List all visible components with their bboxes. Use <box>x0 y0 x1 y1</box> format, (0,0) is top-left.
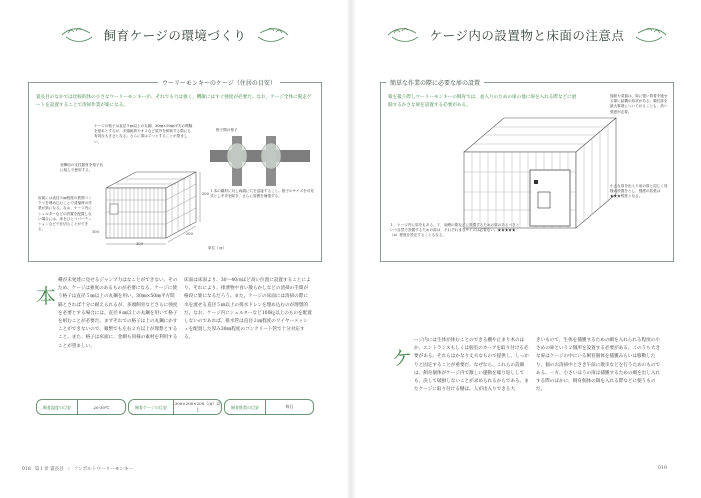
chevron-right-icon: › <box>67 466 70 472</box>
note-bar-label: 格子間の格子 <box>216 128 238 132</box>
cage-size-tag <box>128 399 222 415</box>
cage-box-title: ウーリーモンキーのケージ（住居の目安） <box>158 78 280 87</box>
left-page-header <box>20 18 330 52</box>
note-hook: 掃除や清掃は、扉に強い着着を施せる際に結構の形状がある。順位扉を最大事項についてがることも、高い強度が必要。 <box>610 94 668 114</box>
dim-depth: 200 <box>186 232 193 236</box>
dim-width: 300 <box>136 242 143 246</box>
temp-tag-label: 飼育温度の目安 <box>37 400 78 414</box>
note-floor: 床面には直径５㎜程度の鉄筋コンクリを埋め込むことで清掃時の作業が楽になる。なお、ケージ内にシェルターなどの設置を配置しない場合には、床をひとつパーティションなどで仕切ることができる。 <box>38 196 92 232</box>
cage-size-tag-value: 300×200×200（㎝）以上 <box>174 401 221 412</box>
right-page-number: 019 <box>658 466 667 471</box>
left-dropcap: 本 <box>36 284 56 308</box>
note-bar-desc: １本の鋼材に対し両端に穴を溶接すること。格子のサイズを可変式とし中央を除き、さらに周囲を補強する。 <box>210 189 314 199</box>
feeding-tag <box>224 399 314 415</box>
dim-floor-height: 100 <box>92 230 99 234</box>
door-box-caption: １．ケージ内に扉をもある。２．治療の際などに設置するための扉のあるべきという自然で設置するための扉は、それぞれまなサイズは必要ない。★★★★★（a）程度を設定することもなる。 <box>390 223 520 238</box>
feeding-tag-value: 毎日 <box>285 404 294 409</box>
left-body-col1: 種が未発達に見せるジャンプ力はなことができない。そのため、ケージは強度のあるものが必要になる。ケージに使う格子は直径５㎜以上の丸鋼を用い、30㎜×50㎜平方間隔とされば十分に耐えられるが、多頭飼育などさらに強度を必要とする場合には、直径８㎜以上の丸鋼を用いて格子を組むことが必要だ。まずそれでの格子は上の丸鋼にかすことができないので、頻繁でも左右２方以上が理想とすること。また、格子は床面に、金網も同様の素材を利用することが望ましい。 <box>58 278 178 349</box>
note-tree: 登攀用の支柱類材を格子状に組んで使用する。 <box>60 163 104 173</box>
dim-height: 200 <box>202 192 209 196</box>
right-body-col2: きいもので、生体を捕獲するための網を入れられる程度の小さめの扉という２個所を設置する必要がある。このうち大きな扉はケージの中にいる飼育個体を捕獲みらいは移動したり、個のお清掃中とさき午前に散歩などを行うためのものである。一方、小さいほうの扉は捕獲するための網を出し入れする際のほかに、飼育個体の餌を入れる際などに使うものだ。 <box>536 338 661 393</box>
unit-label: 単位（㎝） <box>208 246 226 250</box>
cage-box-intro: 霊長目のなかでは比較的体の小さなウーリーモンキーが、それでも力は強く、機敏にはすぐ強度が必要だ。なお、ケージ全体に脱走ゲートを設置することで清掃作業が楽になる。 <box>36 95 312 108</box>
left-page-number: 018 <box>22 466 31 472</box>
chapter-label: 第１章 霊長目 <box>34 467 64 472</box>
bar-detail-illustration <box>210 136 310 186</box>
cage-door-illustration <box>448 112 624 232</box>
door-box-intro: 猿を扱う際しウーリーモンキーの飼育では、並入りのための扉の他に扉を入れる際などに展開するかさな扉を設置する必要がある。 <box>388 95 577 108</box>
leaf-ornament-icon <box>254 25 290 45</box>
leaf-ornament-icon <box>386 25 422 45</box>
temp-tag <box>36 399 126 415</box>
note-door: 小さな扉を出入り前の扉と同じく同様の設置をとし、強度の拡張は★★★程度となる。 <box>610 184 668 199</box>
right-page-title: ケージ内の設置物と床面の注意点 <box>429 28 625 43</box>
door-box-title: 簡単な作業の際に必要な扉の設置 <box>386 78 484 87</box>
left-page-title: 飼育ケージの環境づくり <box>103 28 247 43</box>
left-body-col2: 床面は床面より、30〜40㎝ほど高い位置に設置することにより、それにより、排泄物や食い散らかしなどの清掃の手間が格段に楽になるだろう。また、ケージの床面には清掃の際に水を流せる直径５㎜以上の排水ドレンを埋め込むのが理想的だ。なお、ケージ内にシェルターなど100㎏以上のものを配置しないのであれば、排水管は直径２㎜程度のワイヤーメッシュを配置した厚み30㎜程度のコンクリート管で十分対応する。 <box>184 278 312 341</box>
temp-tag-value: 20-30℃ <box>93 404 110 410</box>
page-spine <box>346 0 356 498</box>
species-label: フンボルトウーリーモンキー <box>73 467 134 472</box>
feeding-tag-label: 飼育推奨の目安 <box>225 400 266 414</box>
leaf-ornament-icon <box>632 25 668 45</box>
right-dropcap: ケ <box>392 346 412 370</box>
right-page-header <box>372 18 682 52</box>
leaf-ornament-icon <box>60 25 96 45</box>
cage-size-tag-label: 飼育ケージの目安 <box>129 400 174 414</box>
left-footer <box>22 466 133 472</box>
right-body-col1: ージ内には生体が休むことのできる棚や止まり木のほか、エントランスもしくは個室のカーブを取り付ける必要がある。それらはかなり丈夫なもので提供し、しっかりと固定することが重要だ。なぜなら、これらの設備は、飼育個体がケージ内で激しい運動を繰り返ししても、決して破損しないことが求められるからである。またケージに取り付ける棚は、人が出入りできる大 <box>414 338 529 393</box>
note-mesh: ケージの格子は直径５㎜以上の丸鋼、30㎜×50㎜平方の間隔を基本とするが、多頭飼育やオスなど屋外を飼育する際にも有効な大きさとなる。さらに扉は２つとすることが望ましい。 <box>94 124 193 144</box>
